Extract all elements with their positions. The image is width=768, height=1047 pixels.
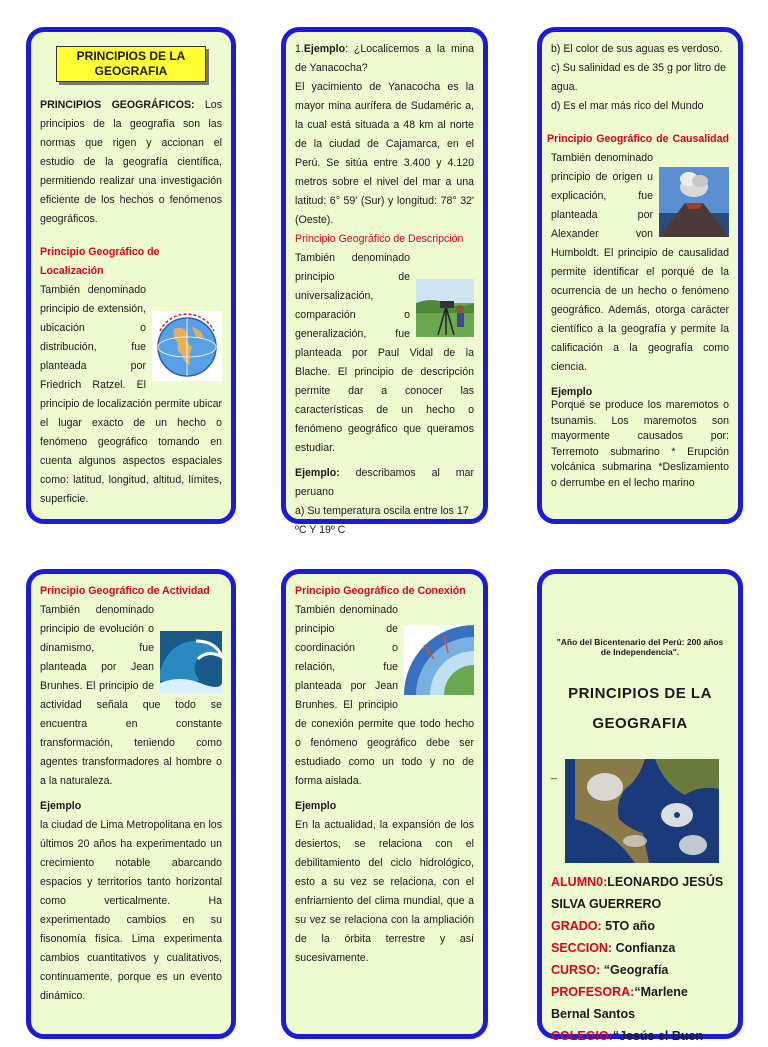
cover-title: PRINCIPIOS DE LA GEOGRAFIA xyxy=(568,685,712,732)
bicentenario-note: "Año del Bicentenario del Perú: 200 años de Independencia". xyxy=(556,637,724,657)
causalidad-text: También denominado principio de origen u explicación, fue planteada por Alexander von Humboldt. El principio de causalidad permite identificar el porqué de la ocurrencia de un hecho o fenómeno geográfico. Además, otorga carácter científico a la geografía y permite la calificación a la geografía como ciencia. xyxy=(551,152,729,373)
descripcion-heading: Principio Geográfico de Descripción xyxy=(295,233,464,245)
intro-text: Los principios de la geografía son las normas que rigen y accionan el estudio de la geografía científica, permitiendo realizar una investigación eficiente de los hechos o fenómenos geográficos. xyxy=(40,99,222,225)
example2-item-a: a) Su temperatura oscila entre los 17 ºC Y 19º C xyxy=(295,505,469,536)
conexion-example-text: En la actualidad, la expansión de los desiertos, se relaciona con el debilitamiento del ciclo hidrológico, esto a su vez se relaciona, con el enfriamiento del clima mundial, que a su vez se relaciona con la ampliación de la órbita terrestre y así sucesivamente. xyxy=(295,819,474,964)
seccion-value: Confianza xyxy=(612,941,676,955)
alumno-label: ALUMN0: xyxy=(551,875,608,889)
yanacocha-text: El yacimiento de Yanacocha es la mayor mina aurífera de Sudaméric a, la cual está situada a 48 km al norte de la ciudad de Cajamarca, en el Perú. Se sitúa entre 3.400 y 4.120 metros sobre el nivel del mar a una latitud: 6° 59' (Sur) y longitud: 78° 32' (Oeste). xyxy=(295,81,474,226)
item-b: b) El color de sus aguas es verdoso. xyxy=(551,43,723,55)
volcano-image xyxy=(659,167,729,237)
conexion-heading: Principio Geográfico de Conexión xyxy=(295,585,466,597)
seccion-label: SECCION: xyxy=(551,941,613,955)
causalidad-heading: Principio Geográfico de Causalidad xyxy=(547,133,729,145)
globe-image xyxy=(152,311,222,381)
descripcion-text: También denominado principio de universalización, comparación o generalización, fue planteada por Paul Vidal de la Blache. El principio de descripción permite dar a conocer las características de un hecho o fenómeno geográfico que queramos estudiar. xyxy=(295,252,474,454)
main-title-box: PRINCIPIOS DE LA GEOGRAFIA xyxy=(56,46,206,82)
grado-line xyxy=(551,915,729,937)
example2 xyxy=(295,464,474,502)
panel-causalidad xyxy=(537,27,743,524)
example-num: 1. xyxy=(295,43,304,55)
actividad-heading: Principio Geográfico de Actividad xyxy=(40,585,210,597)
profesora-value: “Marlene Bernal Santos xyxy=(551,985,688,1021)
panel-cover xyxy=(537,569,743,1043)
colegio-label: COLEGIO: xyxy=(551,1029,613,1043)
example-label: Ejemplo xyxy=(303,43,346,55)
conexion-text: También denominado principio de coordinación o relación, fue planteada por Jean Brunhes. El principio de conexión permite que todo hecho o fenómeno geográfico debe ser estudiado como un todo y no de forma aislada. xyxy=(295,604,474,787)
actividad-example-label: Ejemplo xyxy=(40,800,82,812)
profesora-label: PROFESORA: xyxy=(551,985,635,999)
student-info xyxy=(551,871,729,1047)
panel-conexion xyxy=(281,569,488,1039)
actividad-example-text: la ciudad de Lima Metropolitana en los últimos 20 años ha experimentado un crecimiento notable abarcando espacios y territorios tanto horizontal como verticalmente. Ha experimentado cambios en su fisonomía física. Lima experimenta cambios cuantitativos y cualitativos, continuamente, porque es un evento dinámico. xyxy=(40,819,222,1002)
cover-dash: _ xyxy=(551,768,557,780)
actividad-text: También denominado principio de evolución o dinamismo, fue planteada por Jean Brunhes. El principio de actividad señala que todo se encuentra en constante transformación, teniendo como agentes transformadores al hombre o a la naturaleza. xyxy=(40,604,222,787)
colegio-line xyxy=(551,1025,729,1047)
seccion-line xyxy=(551,937,729,959)
colegio-value: “Jesús el Buen xyxy=(612,1029,704,1043)
curso-value: “Geografía xyxy=(600,963,669,977)
panel-actividad xyxy=(26,569,236,1039)
wave-image xyxy=(160,631,222,693)
panel-localizacion xyxy=(26,27,236,524)
example-q-text: : ¿Localicemos a la mina de Yanacocha? xyxy=(295,43,474,74)
grado-label: GRADO: xyxy=(551,919,602,933)
alumno-value: LEONARDO JESÚS SILVA GUERRERO xyxy=(551,875,724,911)
surveyor-image xyxy=(416,279,474,337)
example2-text: describamos al mar peruano xyxy=(295,467,474,498)
grado-value: 5TO año xyxy=(601,919,655,933)
intro-paragraph xyxy=(40,96,222,229)
localizacion-heading: Principio Geográfico de Localización xyxy=(40,246,160,277)
alumno-line xyxy=(551,871,729,915)
curso-line xyxy=(551,959,729,981)
profesora-line xyxy=(551,981,729,1025)
curso-label: CURSO: xyxy=(551,963,601,977)
item-d: d) Es el mar más rico del Mundo xyxy=(551,100,704,112)
causalidad-example-label: Ejemplo xyxy=(551,386,593,398)
example2-label: Ejemplo: xyxy=(295,467,340,479)
cover-map-wrap xyxy=(551,759,729,863)
intro-heading: PRINCIPIOS GEOGRÁFICOS: xyxy=(40,99,195,111)
earth-layers-image xyxy=(404,625,474,695)
item-c: c) Su salinidad es de 35 g por litro de agua. xyxy=(551,62,726,93)
causalidad-example-text: Porqué se produce los maremotos o tsunamis. Los maremotos son mayormente causados por: Terremoto submarino * Erupción volcánica submarina *Deslizamiento o derrumbe en el lecho marino xyxy=(551,399,729,489)
conexion-example-label: Ejemplo xyxy=(295,800,337,812)
example-question xyxy=(295,40,474,78)
localizacion-text: También denominado principio de extensión, ubicación o distribución, fue planteada por Friedrich Ratzel. El principio de localización permite ubicar el lugar exacto de un hecho o fenómeno geográfico tomando en cuenta algunos aspectos espaciales como: latitud, longitud, altitud, límites, superficie. xyxy=(40,284,222,505)
panel-descripcion xyxy=(281,27,488,536)
satellite-map-image xyxy=(565,759,719,863)
